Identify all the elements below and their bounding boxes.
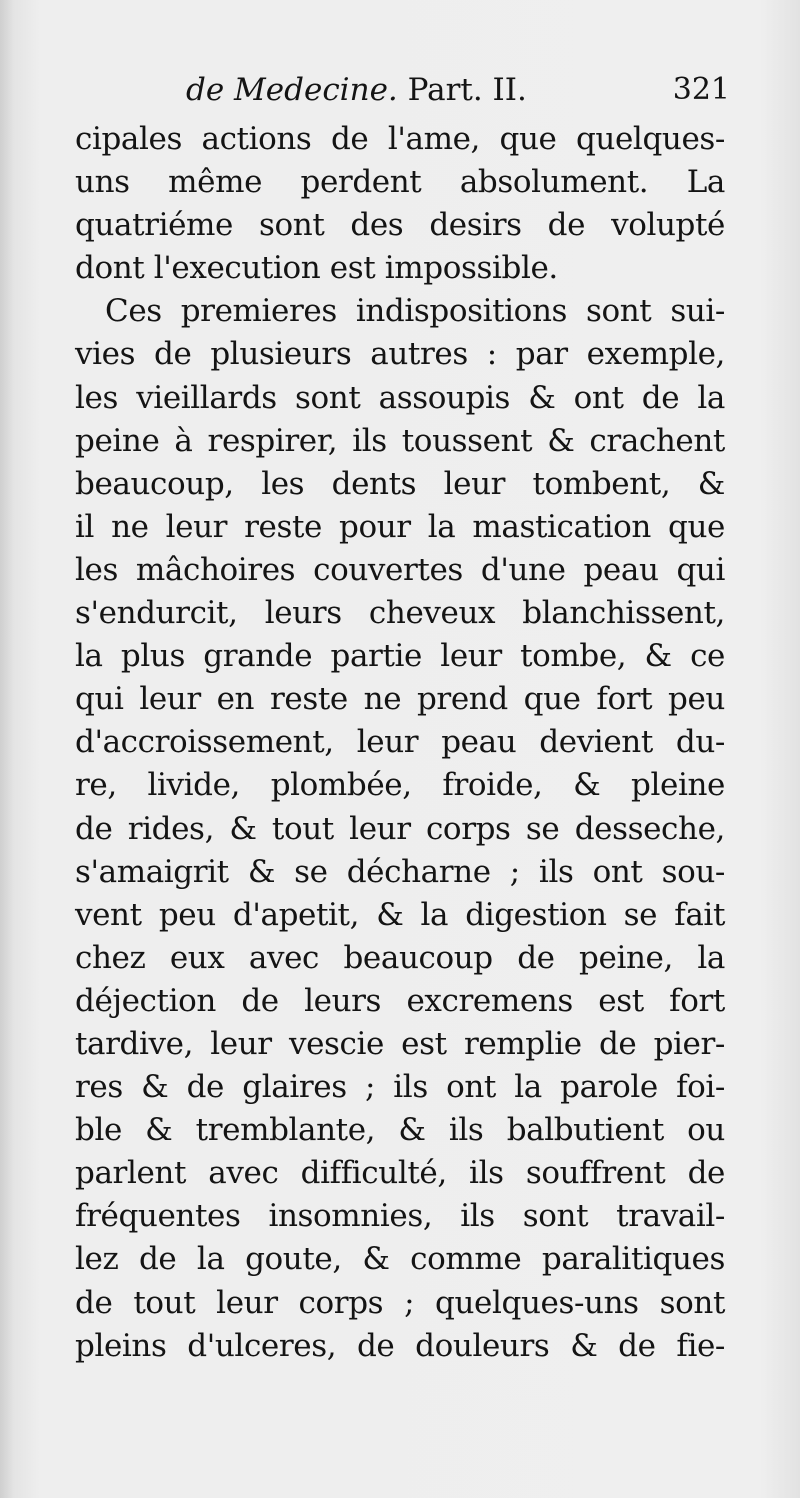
text-line: déjection de leurs excremens est fort: [75, 982, 725, 1019]
text-line: s'endurcit, leurs cheveux blanchissent,: [75, 595, 725, 632]
running-title-italic: de Medecine.: [186, 72, 398, 108]
text-line: s'amaigrit & se décharne ; ils ont sou-: [75, 853, 725, 890]
text-line: uns même perdent absolument. La: [75, 164, 725, 201]
text-line: chez eux avec beaucoup de peine, la: [75, 939, 725, 976]
running-title: [186, 72, 527, 108]
running-title-part: Part. II.: [397, 72, 527, 108]
text-line: les mâchoires couvertes d'une peau qui: [75, 551, 725, 588]
text-line: beaucoup, les dents leur tombent, &: [75, 465, 725, 502]
text-line: cipales actions de l'ame, que quelques-: [75, 121, 725, 157]
text-line: vies de plusieurs autres : par exemple,: [75, 336, 725, 373]
text-line: quatriéme sont des desirs de volupté: [75, 207, 725, 244]
text-line: les vieillards sont assoupis & ont de la: [75, 379, 725, 416]
page-header: [186, 72, 730, 116]
body-text: [75, 118, 725, 1368]
text-line: d'accroissement, leur peau devient du-: [75, 724, 725, 761]
text-line: de tout leur corps ; quelques-uns sont: [75, 1284, 725, 1321]
text-line: peine à respirer, ils toussent & crachent: [75, 422, 725, 459]
text-line: il ne leur reste pour la mastication que: [75, 508, 725, 545]
text-line: Ces premieres indispositions sont sui-: [105, 293, 725, 330]
text-line: dont l'execution est impossible.: [75, 250, 558, 287]
text-line: res & de glaires ; ils ont la parole foi-: [75, 1069, 725, 1106]
text-line: re, livide, plombée, froide, & pleine: [75, 767, 725, 804]
text-line: la plus grande partie leur tombe, & ce: [75, 638, 725, 675]
text-line: pleins d'ulceres, de douleurs & de fie-: [75, 1327, 725, 1364]
text-line: qui leur en reste ne prend que fort peu: [75, 681, 725, 718]
text-line: ble & tremblante, & ils balbutient ou: [75, 1112, 725, 1149]
text-line: de rides, & tout leur corps se desseche,: [75, 810, 725, 847]
page-number: 321: [672, 72, 730, 107]
text-line: parlent avec difficulté, ils souffrent de: [75, 1155, 725, 1192]
text-line: lez de la goute, & comme paralitiques: [75, 1241, 725, 1278]
text-line: tardive, leur vescie est remplie de pier-: [75, 1025, 725, 1062]
text-line: vent peu d'apetit, & la digestion se fait: [75, 896, 725, 933]
text-line: fréquentes insomnies, ils sont travail-: [75, 1198, 725, 1235]
